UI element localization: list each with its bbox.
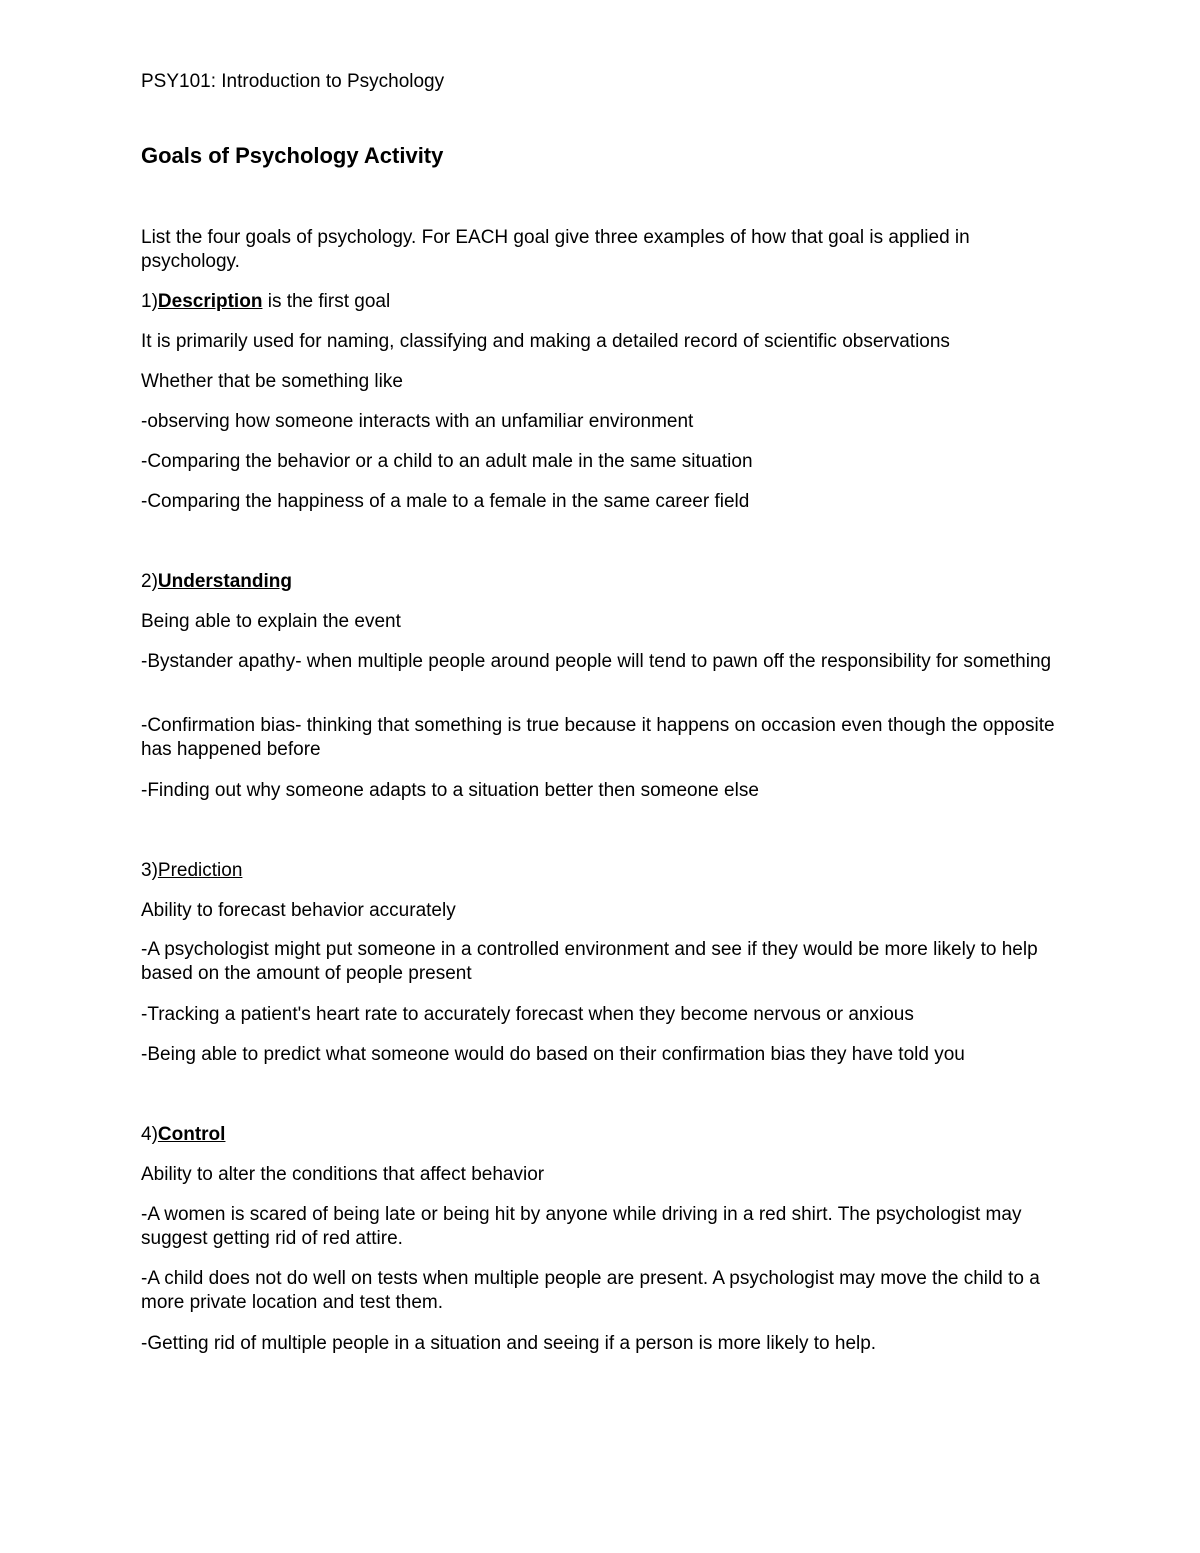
goal-heading-description [141, 290, 1071, 314]
goal-example: -A psychologist might put someone in a controlled environment and see if they would be more likely to help based on the amount of people present [141, 939, 1038, 984]
goal-example: -Confirmation bias- thinking that something is true because it happens on occasion even though the opposite has happened before [141, 715, 1055, 760]
document-page [141, 0, 1071, 1553]
course-header: PSY101: Introduction to Psychology [141, 71, 445, 92]
goal-definition: It is primarily used for naming, classifying and making a detailed record of scientific observations [141, 331, 950, 352]
goal-example: -Finding out why someone adapts to a situation better then someone else [141, 780, 759, 801]
goal-number: 4) [141, 1124, 158, 1145]
goal-example: -Bystander apathy- when multiple people around people will tend to pawn off the responsibility for something [141, 651, 1052, 672]
goal-name: Understanding [157, 571, 292, 592]
goal-heading-control [141, 1123, 1071, 1147]
goal-name: Description [157, 291, 263, 312]
goal-example: -Being able to predict what someone would do based on their confirmation bias they have told you [141, 1044, 965, 1065]
goal-example: -Tracking a patient's heart rate to accurately forecast when they become nervous or anxious [141, 1004, 914, 1025]
goal-number: 1) [141, 291, 158, 312]
page-title: Goals of Psychology Activity [141, 143, 444, 168]
goal-heading-prediction [141, 859, 1071, 883]
goal-example: -observing how someone interacts with an unfamiliar environment [141, 411, 694, 432]
goal-definition: Being able to explain the event [141, 611, 401, 632]
goal-example: -Comparing the behavior or a child to an adult male in the same situation [141, 451, 753, 472]
goal-definition: Ability to alter the conditions that affect behavior [141, 1164, 545, 1185]
goal-example: -Comparing the happiness of a male to a female in the same career field [141, 491, 750, 512]
goal-example: -A child does not do well on tests when multiple people are present. A psychologist may move the child to a more private location and test them. [141, 1268, 1040, 1313]
goal-name: Control [157, 1124, 226, 1145]
goal-example: -A women is scared of being late or being hit by anyone while driving in a red shirt. The psychologist may suggest getting rid of red attire. [141, 1204, 1022, 1249]
goal-number: 2) [141, 571, 158, 592]
goal-name: Prediction [157, 860, 243, 881]
goal-heading-suffix: is the first goal [262, 291, 391, 312]
goal-lead-text: Whether that be something like [141, 371, 403, 392]
instructions: List the four goals of psychology. For EACH goal give three examples of how that goal is applied in psychology. [141, 227, 970, 272]
goal-example: -Getting rid of multiple people in a situation and seeing if a person is more likely to help. [141, 1333, 877, 1354]
goal-definition: Ability to forecast behavior accurately [141, 900, 456, 921]
goal-heading-understanding [141, 570, 1071, 594]
goal-number: 3) [141, 860, 158, 881]
